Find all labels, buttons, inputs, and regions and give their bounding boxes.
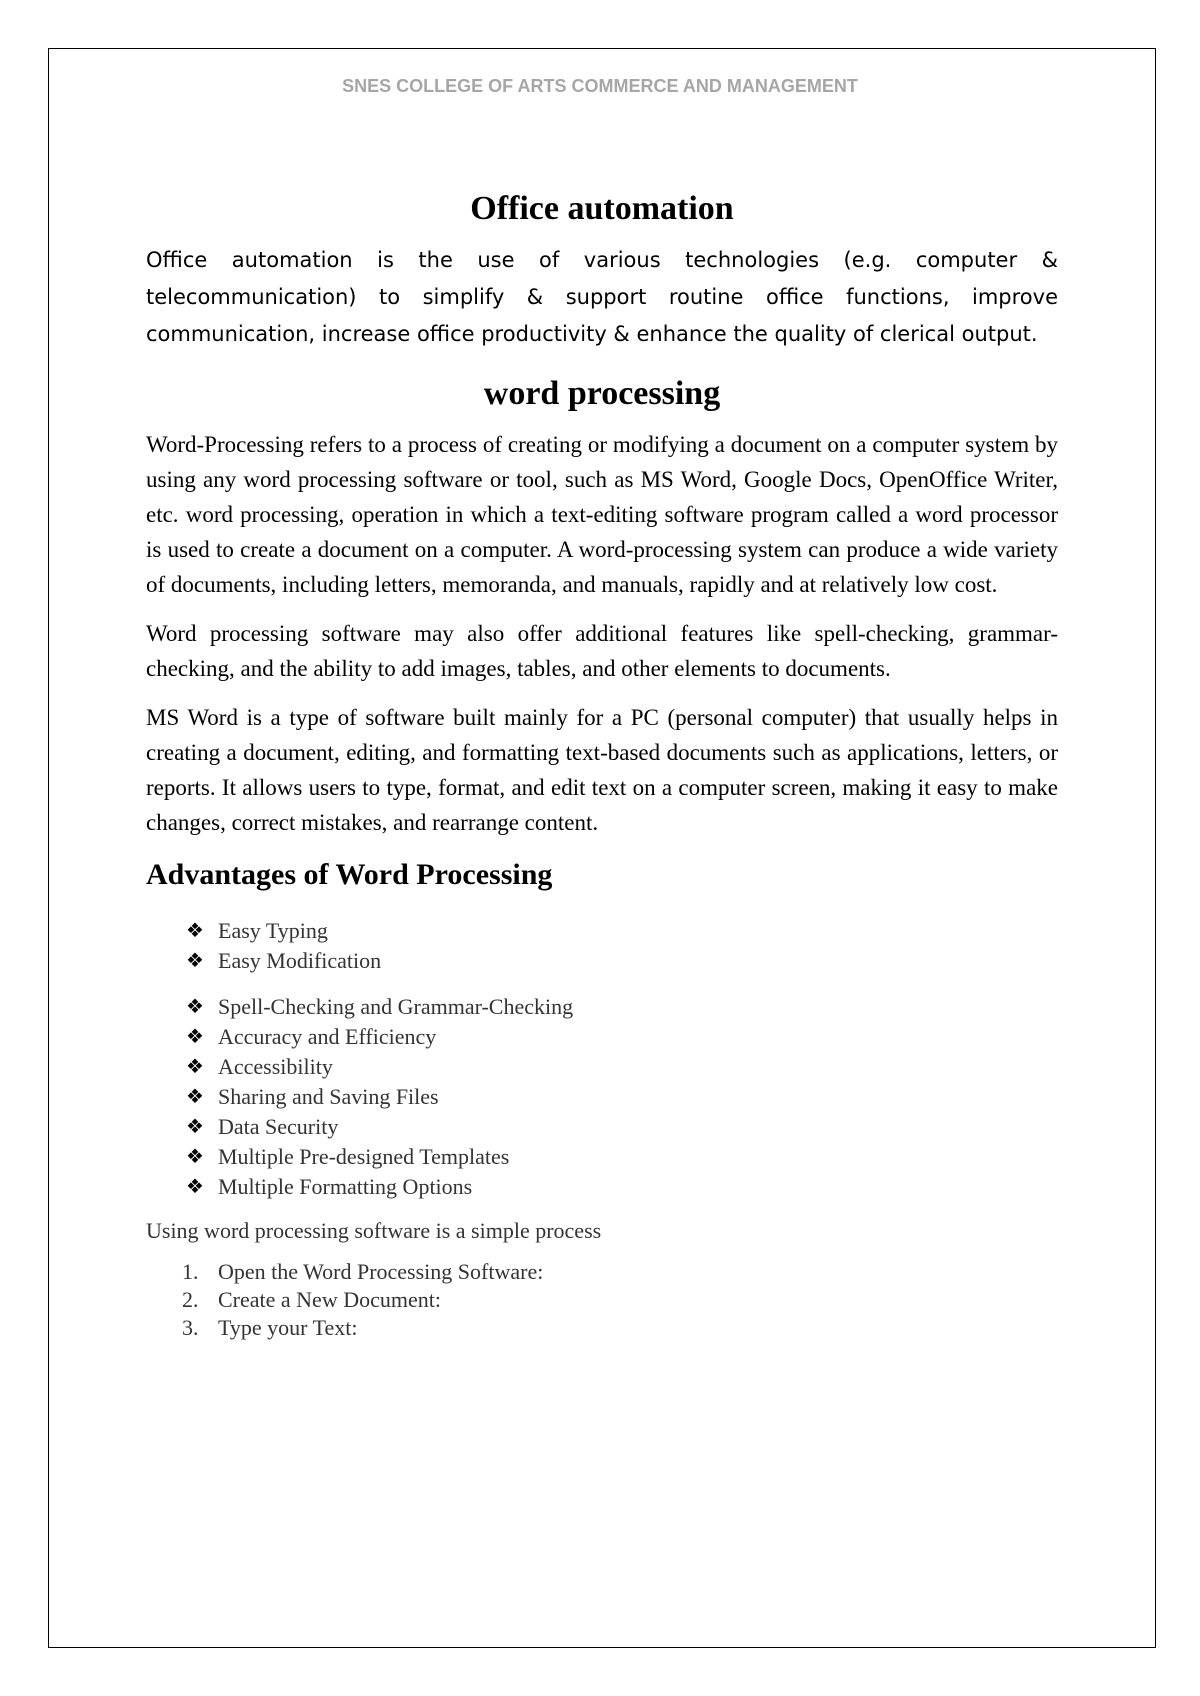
steps-intro: Using word processing software is a simple process — [146, 1218, 602, 1243]
list-item — [186, 1052, 1058, 1082]
list-item — [186, 1022, 1058, 1052]
step-text: Type your Text: — [218, 1315, 358, 1340]
advantages-list — [146, 916, 1058, 1202]
list-item — [182, 1258, 1058, 1286]
list-item-text: Easy Modification — [218, 948, 382, 973]
step-text: Open the Word Processing Software: — [218, 1259, 544, 1284]
list-item — [186, 1142, 1058, 1172]
diamond-bullet-icon: ❖ — [186, 1116, 204, 1138]
step-number: 2. — [182, 1287, 199, 1312]
document-body — [146, 190, 1058, 1342]
list-item — [186, 1112, 1058, 1142]
list-item-text: Multiple Formatting Options — [218, 1174, 473, 1199]
list-item-text: Multiple Pre-designed Templates — [218, 1144, 510, 1169]
paragraph-office-automation: Office automation is the use of various technologies (e.g. computer & telecommunication) to simplify & support routine office functions, improve communication, increase office productivity & enhance the quality of clerical output. — [146, 248, 1058, 346]
heading-word-processing: word processing — [483, 375, 721, 412]
diamond-bullet-icon: ❖ — [186, 1026, 204, 1048]
diamond-bullet-icon: ❖ — [186, 1176, 204, 1198]
diamond-bullet-icon: ❖ — [186, 1086, 204, 1108]
list-item-text: Sharing and Saving Files — [218, 1084, 439, 1109]
step-number: 1. — [182, 1259, 199, 1284]
diamond-bullet-icon: ❖ — [186, 996, 204, 1018]
diamond-bullet-icon: ❖ — [186, 950, 204, 972]
diamond-bullet-icon: ❖ — [186, 920, 204, 942]
paragraph-word-processing-definition: Word-Processing refers to a process of creating or modifying a document on a computer system by using any word processing software or tool, such as MS Word, Google Docs, OpenOffice Writer, etc. word processing, operation in which a text-editing software program called a word processor is used to create a document on a computer. A word-processing system can produce a wide variety of documents, including letters, memoranda, and manuals, rapidly and at relatively low cost. — [146, 432, 1058, 597]
list-item-text: Spell-Checking and Grammar-Checking — [218, 994, 574, 1019]
page-header: SNES COLLEGE OF ARTS COMMERCE AND MANAGEMENT — [342, 76, 858, 96]
list-item — [186, 992, 1058, 1022]
diamond-bullet-icon: ❖ — [186, 1146, 204, 1168]
list-item — [186, 916, 1058, 946]
list-item — [186, 1082, 1058, 1112]
step-number: 3. — [182, 1315, 199, 1340]
list-item-text: Accuracy and Efficiency — [218, 1024, 437, 1049]
list-item-text: Easy Typing — [218, 918, 328, 943]
list-item-text: Accessibility — [218, 1054, 333, 1079]
steps-list — [146, 1258, 1058, 1342]
heading-office-automation: Office automation — [470, 190, 734, 227]
paragraph-ms-word: MS Word is a type of software built mainly for a PC (personal computer) that usually helps in creating a document, editing, and formatting text-based documents such as applications, letters, or reports. It allows users to type, format, and edit text on a computer screen, making it easy to make changes, correct mistakes, and rearrange content. — [146, 705, 1058, 835]
paragraph-word-processing-features: Word processing software may also offer additional features like spell-checking, grammar-checking, and the ability to add images, tables, and other elements to documents. — [146, 621, 1058, 681]
diamond-bullet-icon: ❖ — [186, 1056, 204, 1078]
list-item — [182, 1286, 1058, 1314]
list-item-text: Data Security — [218, 1114, 339, 1139]
list-item — [186, 1172, 1058, 1202]
list-item — [182, 1314, 1058, 1342]
heading-advantages: Advantages of Word Processing — [146, 858, 553, 891]
list-item — [186, 946, 1058, 976]
step-text: Create a New Document: — [218, 1287, 441, 1312]
